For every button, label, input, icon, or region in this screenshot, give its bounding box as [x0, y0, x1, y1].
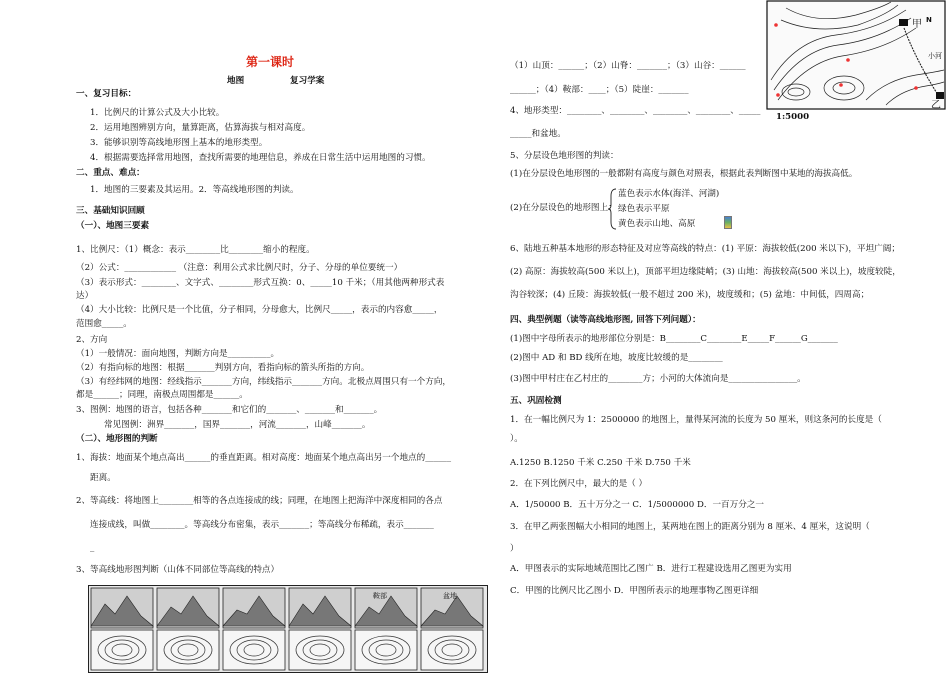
- left-line: 范围愈_____。: [76, 319, 132, 329]
- landform-photo: [223, 588, 285, 670]
- river-label: 小河: [928, 52, 942, 60]
- left-line: 常见图例：洲界_______，国界_______，河流_______，山峰_______。: [104, 420, 371, 430]
- left-line: 达）: [76, 291, 94, 301]
- left-line: （一）、地图三要素: [76, 221, 150, 231]
- right-line: (1)在分层设色地形图的一般都附有高度与颜色对照表，根据此表判断图中某地的海拔高低。: [510, 169, 858, 179]
- left-line: （二）、地形图的判断: [76, 434, 158, 444]
- right-line: （1）山顶：______；（2）山脊：_______；（3）山谷：______: [510, 61, 746, 71]
- right-line: ）: [510, 544, 519, 554]
- right-line: 2．在下列比例尺中，最大的是（ ）: [510, 479, 648, 489]
- contour-map-figure: [766, 0, 946, 110]
- right-line: 五、巩固检测: [510, 396, 562, 406]
- left-line: （1）一般情况：面向地图，判断方向是__________。: [76, 349, 280, 359]
- brace-icon: [607, 188, 617, 230]
- left-line: 2．运用地图辨别方向，量算距离，估算海拔与相对高度。: [90, 123, 311, 133]
- contour-map: [766, 0, 946, 122]
- left-line: （3）表示形式：________、文字式、________形式互换：0、_____10 千米；（用其他两种形式表: [76, 278, 445, 288]
- right-line: A．1/50000 B．五十万分之一 C．1/5000000 D．一百万分之一: [510, 500, 765, 510]
- landform-photo: [421, 588, 483, 670]
- left-line: 2、方向: [76, 335, 108, 345]
- brace-item: 黄色表示山地、高原: [618, 219, 696, 229]
- right-line: A．甲图表示的实际地域范围比乙图广 B．进行工程建设选用乙图更为实用: [510, 564, 792, 574]
- north-arrow-icon: N: [926, 16, 932, 24]
- right-line: 3．在甲乙两张图幅大小相同的地图上，某两地在图上的距离分别为 8 厘米、4 厘米，这说明（: [510, 522, 870, 532]
- right-line: 5、分层设色地形图的判读：: [510, 151, 619, 161]
- left-line: 3、图例：地图的语言，包括各种_______和它们的_______、_______和_______。: [76, 405, 383, 415]
- left-line: 1．比例尺的计算公式及大小比较。: [90, 108, 225, 118]
- color-swatch-icon: [724, 216, 732, 229]
- subtitle-left: 地图: [227, 76, 245, 86]
- right-line: (2) 高原：海拔较高(500 米以上)，顶部平坦边缘陡峭；(3) 山地：海拔较高(500 米以上)，坡度较陡，: [510, 267, 901, 277]
- left-line: 2、等高线：将地图上________相等的各点连接成的线；同理，在地图上把海洋中深度相同的各点: [76, 496, 443, 506]
- right-line: 沟谷较深；(4) 丘陵：海拔较低(一般不超过 200 米)，坡度缓和；(5) 盆地：中间低，四周高；: [510, 290, 870, 300]
- right-line: _____和盆地。: [510, 129, 566, 139]
- right-line: (2)图中 AD 和 BD 线所在地，坡度比较缓的是________: [510, 353, 723, 363]
- right-line: ______；（4）鞍部：____；（5）陡崖：_______: [510, 85, 689, 95]
- left-line: 一、复习目标：: [76, 89, 137, 99]
- color-legend-brace: [510, 186, 760, 231]
- left-line: 二、重点、难点：: [76, 168, 145, 178]
- left-line: 距离。: [90, 473, 116, 483]
- landform-photo-strip: [88, 585, 488, 673]
- lesson-title: 第一课时: [246, 55, 295, 69]
- photo-label: 鞍部: [373, 592, 387, 600]
- left-line: （2）有指向标的地图：根据_______判别方向，看指向标的箭头所指的方向。: [76, 363, 370, 373]
- right-line: 1．在一幅比例尺为 1：2500000 的地图上，量得某河流的长度为 50 厘米，则这条河的长度是（: [510, 415, 882, 425]
- landform-photo: [355, 588, 417, 670]
- right-line: 四、典型例题（读等高线地形图, 回答下列问题）：: [510, 315, 701, 325]
- right-line: A.1250 B.1250 千米 C.250 千米 D.750 千米: [510, 458, 691, 468]
- left-line: 1、比例尺：（1）概念：表示________比________缩小的程度。: [76, 245, 315, 255]
- subtitle-right: 复习学案: [290, 76, 325, 86]
- map-scale: 1:5000: [776, 112, 810, 122]
- right-line: (1)图中字母所表示的地形部位分别是：B________C________E_____F______G_______: [510, 334, 838, 344]
- right-line: (3)图中甲村庄在乙村庄的________方；小河的大体流向是________________。: [510, 374, 806, 384]
- left-line: 三、基础知识回顾: [76, 206, 145, 216]
- landform-photos: [89, 586, 487, 672]
- left-line: （3）有经纬网的地图：经线指示_______方向，纬线指示_______方向。北极点周围只有一个方向，: [76, 377, 452, 387]
- left-line: _: [90, 543, 95, 553]
- left-line: 3、等高线地形图判断（山体不同部位等高线的特点）: [76, 565, 280, 575]
- landform-photo: [289, 588, 351, 670]
- right-line: 6、陆地五种基本地形的形态特征及对应等高线的特点：(1) 平原：海拔较低(200 米以下)，平坦广阔；: [510, 244, 900, 254]
- landform-photo: [157, 588, 219, 670]
- landform-photo: [91, 588, 153, 670]
- left-line: 3．能够识别等高线地形图上基本的地形类型。: [90, 138, 268, 148]
- right-line: C．甲图的比例尺比乙图小 D．甲图所表示的地理事物乙图更详细: [510, 586, 759, 596]
- right-line: 4、地形类型：________、________、________、________、_____: [510, 106, 761, 116]
- left-line: 4．根据需要选择常用地图，查找所需要的地理信息，养成在日常生活中运用地图的习惯。: [90, 153, 431, 163]
- right-line: ）。: [510, 434, 523, 444]
- left-line: 1、海拔：地面某个地点高出______的垂直距离。相对高度：地面某个地点高出另一个地点的______: [76, 453, 452, 463]
- left-line: 1．地图的三要素及其运用。2．等高线地形图的判读。: [90, 185, 299, 195]
- left-line: 都是______；同理，南极点周围都是______。: [76, 390, 248, 400]
- left-line: 连接成线，叫做________。等高线分布密集，表示_______；等高线分布稀疏，表示_______: [90, 520, 434, 530]
- village-b-label: 乙: [931, 100, 941, 110]
- village-a-label: 甲: [912, 19, 922, 30]
- left-line: （4）大小比较：比例尺是一个比值，分子相同，分母愈大，比例尺_____，表示的内容愈_____，: [76, 305, 443, 315]
- left-line: （2）公式：____________ （注意：利用公式求比例尺时，分子、分母的单位要统一）: [76, 263, 403, 273]
- brace-item: 绿色表示平原: [618, 204, 670, 214]
- photo-label: 盆地: [443, 592, 457, 600]
- brace-label: (2)在分层设色的地形图上：: [510, 203, 617, 213]
- brace-item: 蓝色表示水体(海洋、河湖): [618, 189, 720, 199]
